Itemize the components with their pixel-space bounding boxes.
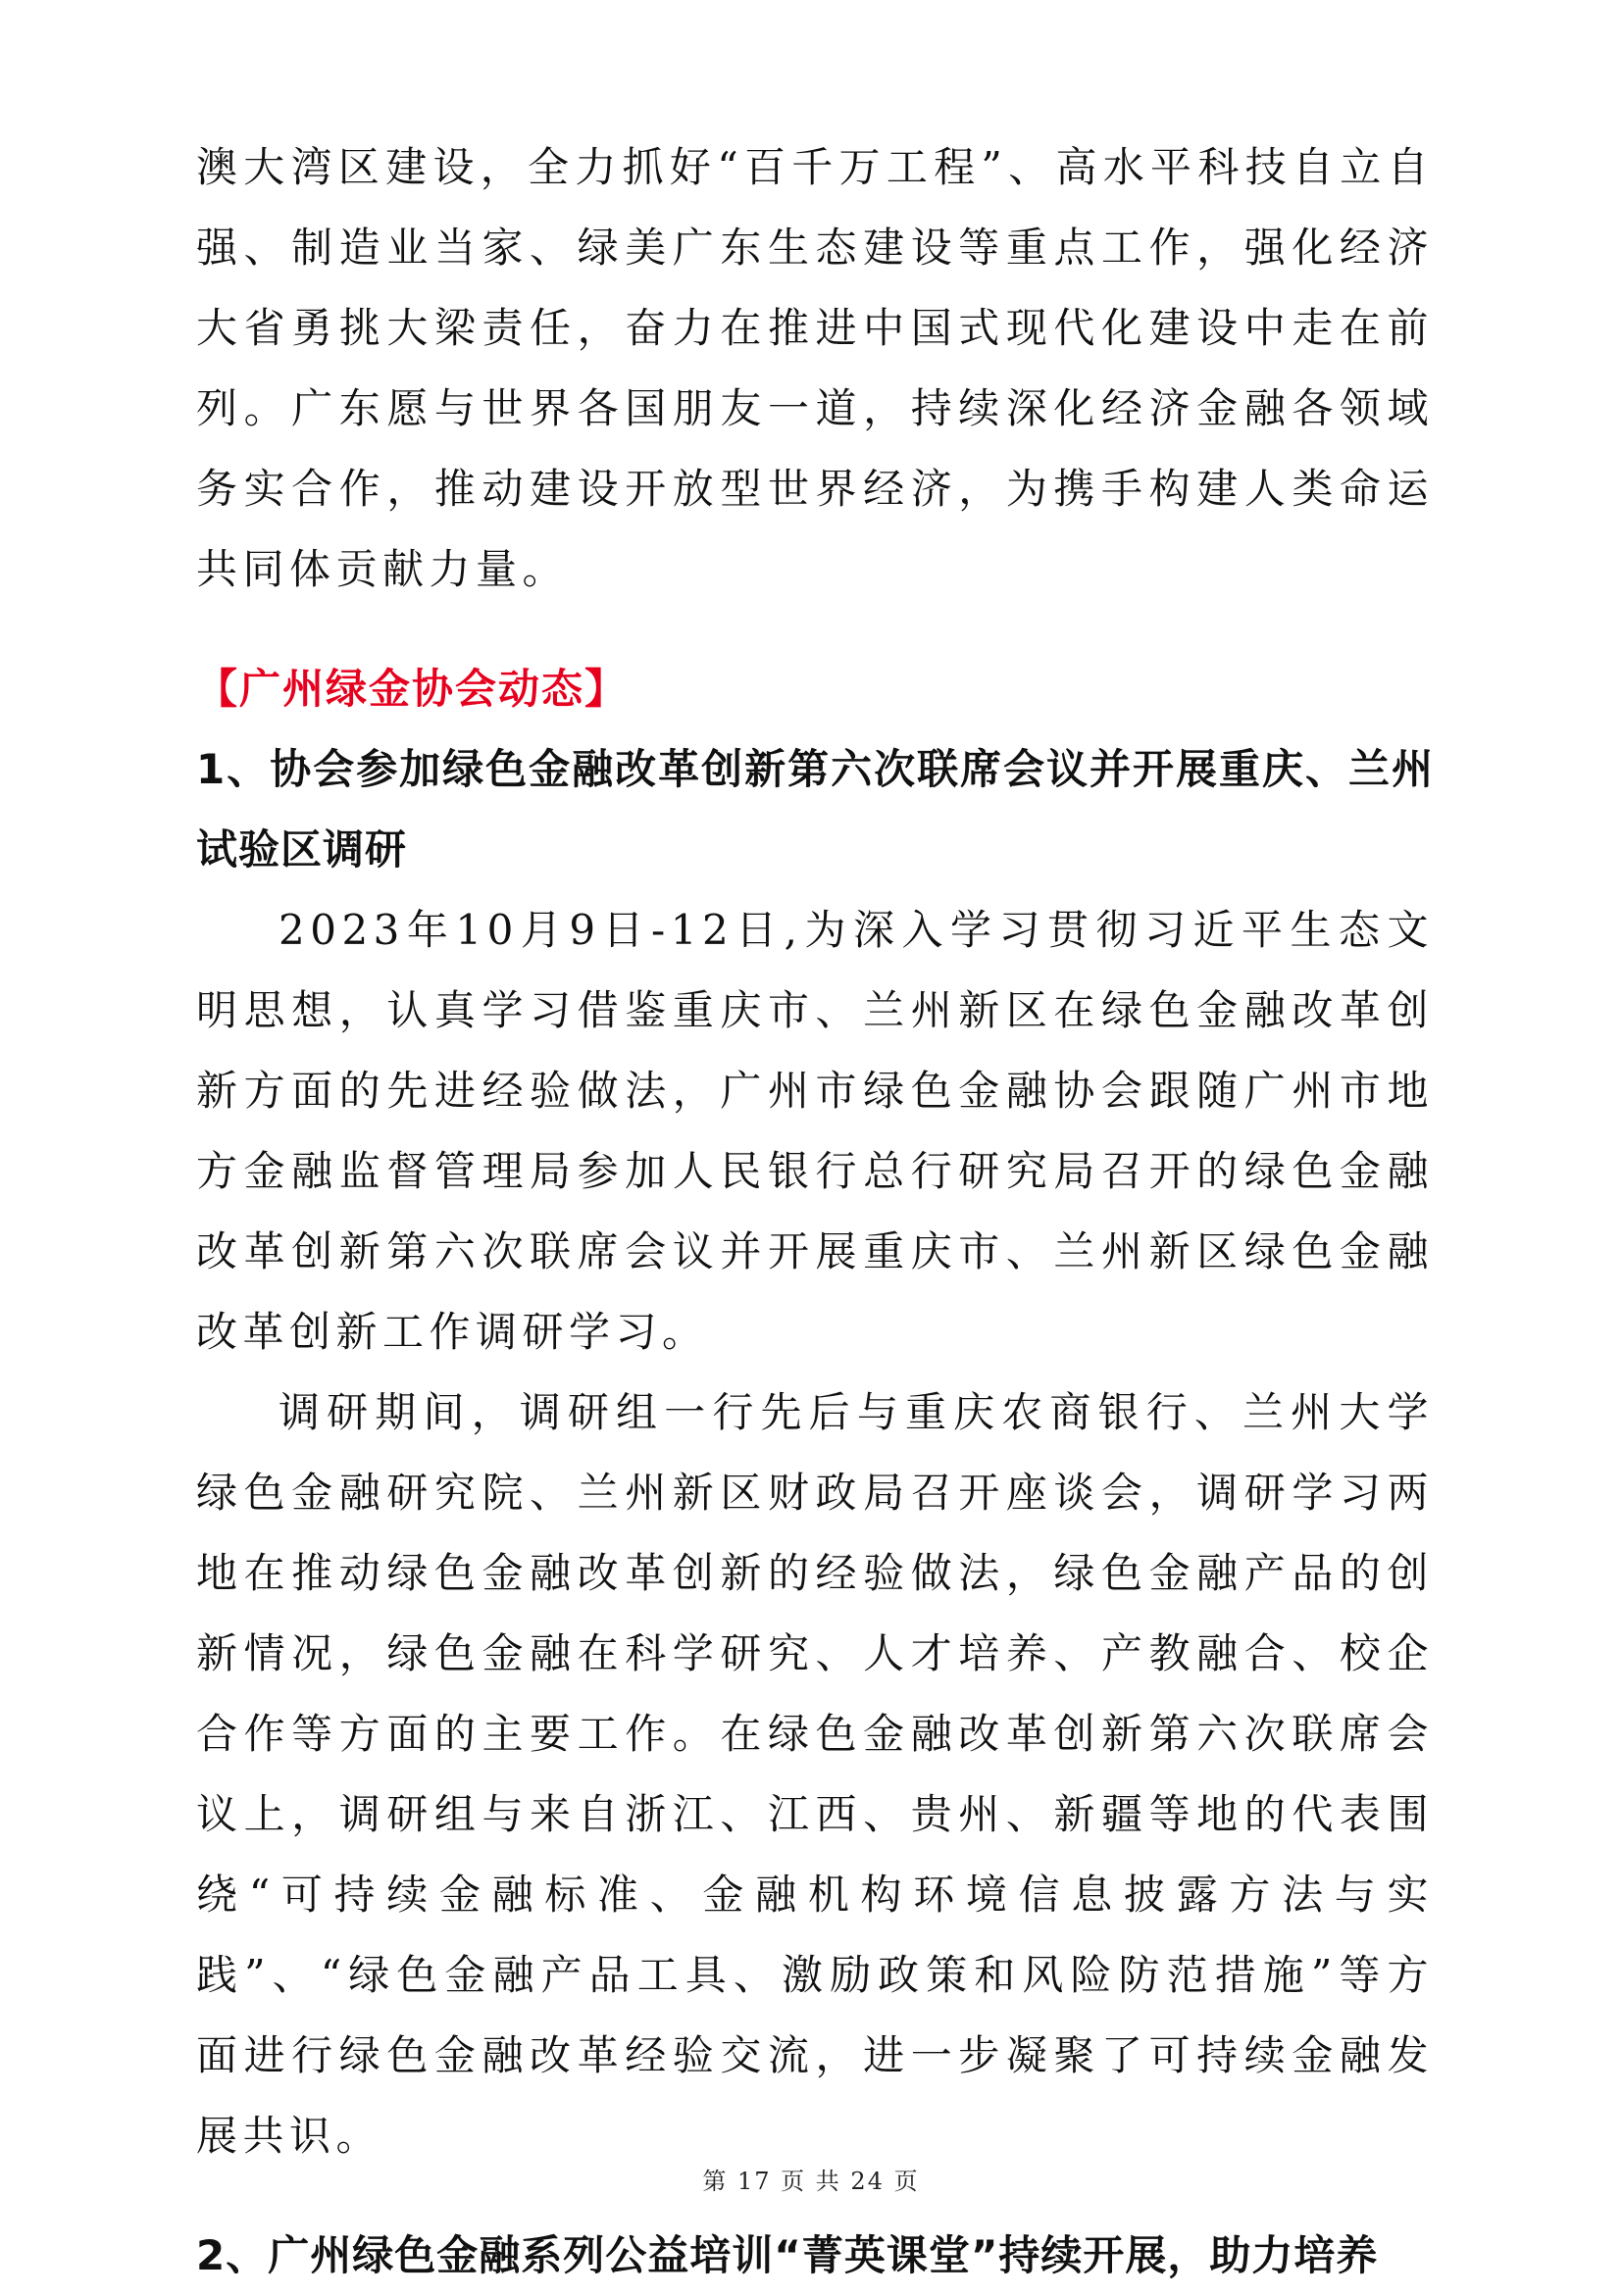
item1-heading: 1、协会参加绿色金融改革创新第六次联席会议并开展重庆、兰州试验区调研 (196, 745, 1434, 873)
page-footer: 第 17 页 共 24 页 (702, 2168, 920, 2195)
item2-heading: 2、广州绿色金融系列公益培训“菁英课堂”持续开展，助力培养 (196, 2231, 1379, 2279)
item1-paragraph-1: 2023年10月9日-12日,为深入学习贯彻习近平生态文明思想，认真学习借鉴重庆市、兰州新区在绿色金融改革创新方面的先进经验做法，广州市绿色金融协会跟随广州市地方金融监督管理局参加人民银行总行研究局召开的绿色金融改革创新第六次联席会议并开展重庆市、兰州新区绿色金融改革创新工作调研学习。 (196, 906, 1434, 1356)
item1-paragraph-2: 调研期间，调研组一行先后与重庆农商银行、兰州大学绿色金融研究院、兰州新区财政局召开座谈会，调研学习两地在推动绿色金融改革创新的经验做法，绿色金融产品的创新情况，绿色金融在科学研究、人才培养、产教融合、校企合作等方面的主要工作。在绿色金融改革创新第六次联席会议上，调研组与来自浙江、江西、贵州、新疆等地的代表围绕“可持续金融标准、金融机构环境信息披露方法与实践”、“绿色金融产品工具、激励政策和风险防范措施”等方面进行绿色金融改革经验交流，进一步凝聚了可持续金融发展共识。 (196, 1388, 1434, 2160)
section-label: 【广州绿金协会动态】 (196, 665, 629, 713)
document-body (196, 127, 1434, 2296)
intro-paragraph: 澳大湾区建设，全力抓好“百千万工程”、高水平科技自立自强、制造业当家、绿美广东生态建设等重点工作，强化经济大省勇挑大梁责任，奋力在推进中国式现代化建设中走在前列。广东愿与世界各国朋友一道，持续深化经济金融各领域务实合作，推动建设开放型世界经济，为携手构建人类命运共同体贡献力量。 (196, 143, 1434, 593)
